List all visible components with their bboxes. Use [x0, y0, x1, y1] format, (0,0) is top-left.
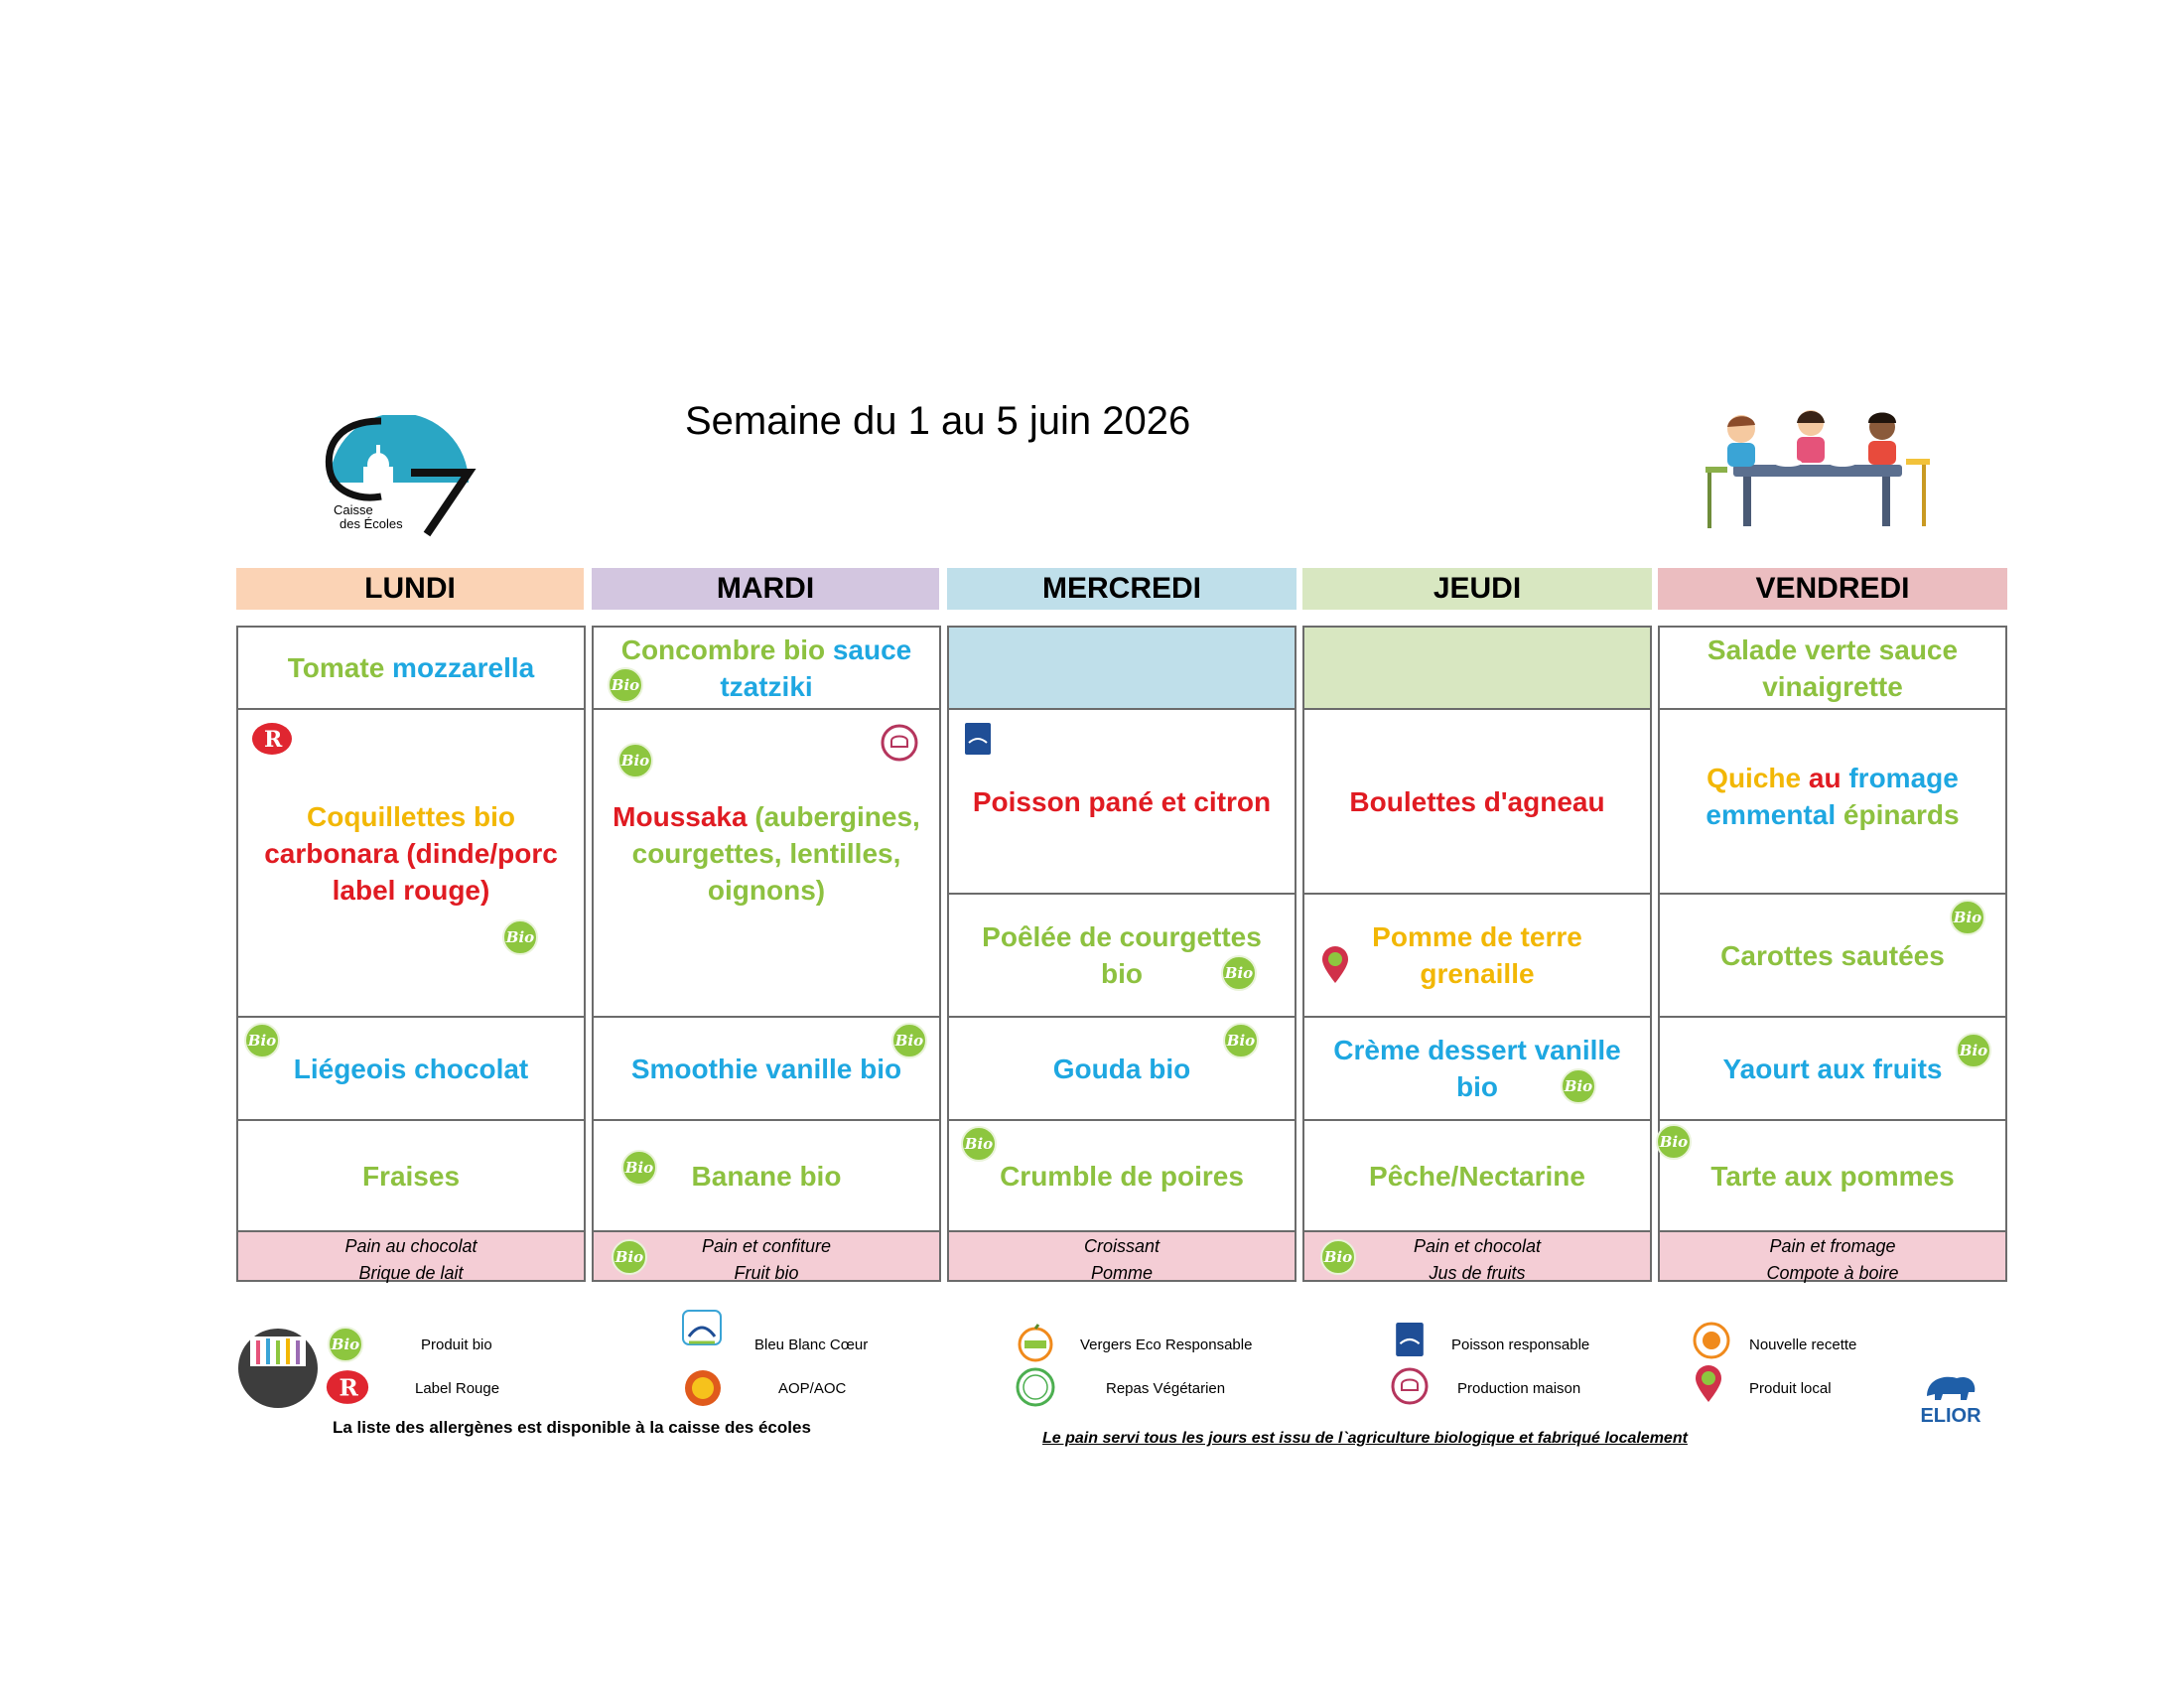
- legend-bbc: Bleu Blanc Cœur: [754, 1336, 869, 1353]
- mercredi-accompagnement: Poêlée de courgettes bio: [947, 893, 1297, 1018]
- nouvelle-recette-icon: [1692, 1321, 1731, 1360]
- day-header-jeudi: JEUDI: [1302, 568, 1652, 610]
- legend-local: Produit local: [1749, 1380, 1832, 1397]
- legend-nouvelle: Nouvelle recette: [1749, 1336, 1857, 1353]
- mardi-gouter: Pain et confiture Fruit bio: [592, 1230, 941, 1282]
- bio-icon: Bio: [612, 1239, 647, 1275]
- jeudi-gouter: Pain et chocolat Jus de fruits: [1302, 1230, 1652, 1282]
- legend-bio: Produit bio: [421, 1336, 492, 1353]
- vendredi-fruit: Tarte aux pommes: [1658, 1119, 2007, 1232]
- mercredi-dessert: Gouda bio: [947, 1016, 1297, 1121]
- legend-vergers: Vergers Eco Responsable: [1080, 1336, 1253, 1353]
- production-maison-icon: [1390, 1366, 1430, 1406]
- bison-icon: [1923, 1370, 1979, 1404]
- lundi-gouter: Pain au chocolat Brique de lait: [236, 1230, 586, 1282]
- label-rouge-icon: [324, 1368, 371, 1406]
- legend-poisson: Poisson responsable: [1451, 1336, 1590, 1353]
- mercredi-plat: Poisson pané et citron: [947, 708, 1297, 895]
- jeudi-dessert: Crème dessert vanille bio: [1302, 1016, 1652, 1121]
- mercredi-fruit: Crumble de poires: [947, 1119, 1297, 1232]
- vendredi-plat: Quiche au fromage emmental épinards: [1658, 708, 2007, 895]
- day-header-lundi: LUNDI: [236, 568, 584, 610]
- aop-aoc-icon: [683, 1368, 723, 1408]
- vos-idees-plein-l-assiette-logo: [236, 1327, 320, 1410]
- bio-icon: Bio: [621, 1150, 657, 1186]
- bio-icon: Bio: [891, 1023, 927, 1058]
- allergenes-note: La liste des allergènes est disponible à la caisse des écoles: [333, 1418, 811, 1437]
- jeudi-fruit: Pêche/Nectarine: [1302, 1119, 1652, 1232]
- bio-icon: Bio: [608, 667, 643, 703]
- production-maison-icon: [880, 723, 919, 763]
- repas-vegetarien-icon: [1015, 1366, 1056, 1408]
- bio-icon: Bio: [1656, 1124, 1692, 1160]
- mercredi-gouter: Croissant Pomme: [947, 1230, 1297, 1282]
- pain-note: Le pain servi tous les jours est issu de l`agriculture biologique et fabriqué localement: [1042, 1430, 1688, 1447]
- legend-label-rouge: Label Rouge: [415, 1380, 500, 1397]
- lundi-entree: Tomate mozzarella: [236, 626, 586, 710]
- day-header-mardi: MARDI: [592, 568, 939, 610]
- jeudi-accompagnement: Pomme de terre grenaille: [1302, 893, 1652, 1018]
- jeudi-entree-empty: [1302, 626, 1652, 710]
- legend-maison: Production maison: [1457, 1380, 1581, 1397]
- bio-icon: Bio: [1950, 900, 1985, 935]
- bio-icon: Bio: [1320, 1239, 1356, 1275]
- day-header-mercredi: MERCREDI: [947, 568, 1297, 610]
- page-title: Semaine du 1 au 5 juin 2026: [685, 399, 1191, 443]
- mardi-entree: Concombre bio sauce tzatziki: [592, 626, 941, 710]
- lundi-fruit: Fraises: [236, 1119, 586, 1232]
- svg-text:Caisse: Caisse: [334, 502, 373, 517]
- vendredi-entree: Salade verte sauce vinaigrette: [1658, 626, 2007, 710]
- caisse-des-ecoles-logo: [320, 415, 488, 538]
- bio-icon: Bio: [502, 919, 538, 955]
- day-header-vendredi: VENDREDI: [1658, 568, 2007, 610]
- bio-icon: Bio: [328, 1327, 363, 1362]
- bio-icon: Bio: [1956, 1033, 1991, 1068]
- mercredi-entree-empty: [947, 626, 1297, 710]
- jeudi-plat: Boulettes d'agneau: [1302, 708, 1652, 895]
- lundi-plat: Coquillettes bio carbonara (dinde/porc label rouge): [236, 708, 586, 1018]
- children-eating-illustration: [1694, 407, 1932, 534]
- svg-text:R: R: [264, 727, 283, 753]
- legend-aop: AOP/AOC: [778, 1380, 847, 1397]
- vendredi-gouter: Pain et fromage Compote à boire: [1658, 1230, 2007, 1282]
- label-rouge-icon: [250, 721, 294, 757]
- produit-local-icon: [1320, 945, 1350, 985]
- legend-vege: Repas Végétarien: [1106, 1380, 1226, 1397]
- bio-icon: Bio: [1221, 955, 1257, 991]
- mardi-plat: Moussaka (aubergines, courgettes, lentilles, oignons): [592, 708, 941, 1018]
- bio-icon: Bio: [617, 743, 653, 778]
- elior-logo: ELIOR: [1916, 1370, 1985, 1428]
- svg-text:des Écoles: des Écoles: [340, 516, 403, 531]
- bio-icon: Bio: [961, 1126, 997, 1162]
- produit-local-icon: [1694, 1364, 1723, 1404]
- bio-icon: Bio: [1561, 1068, 1596, 1104]
- poisson-responsable-icon: [965, 723, 991, 755]
- bio-icon: Bio: [1223, 1023, 1259, 1058]
- bleu-blanc-coeur-icon: [681, 1307, 723, 1348]
- bio-icon: Bio: [244, 1023, 280, 1058]
- vendredi-dessert: Yaourt aux fruits: [1658, 1016, 2007, 1121]
- lundi-dessert: Liégeois chocolat: [236, 1016, 586, 1121]
- vendredi-accompagnement: Carottes sautées: [1658, 893, 2007, 1018]
- mardi-dessert: Smoothie vanille bio: [592, 1016, 941, 1121]
- mardi-fruit: Banane bio: [592, 1119, 941, 1232]
- poisson-responsable-icon: [1396, 1323, 1424, 1356]
- vergers-eco-responsable-icon: [1017, 1323, 1054, 1362]
- svg-text:R: R: [339, 1374, 358, 1402]
